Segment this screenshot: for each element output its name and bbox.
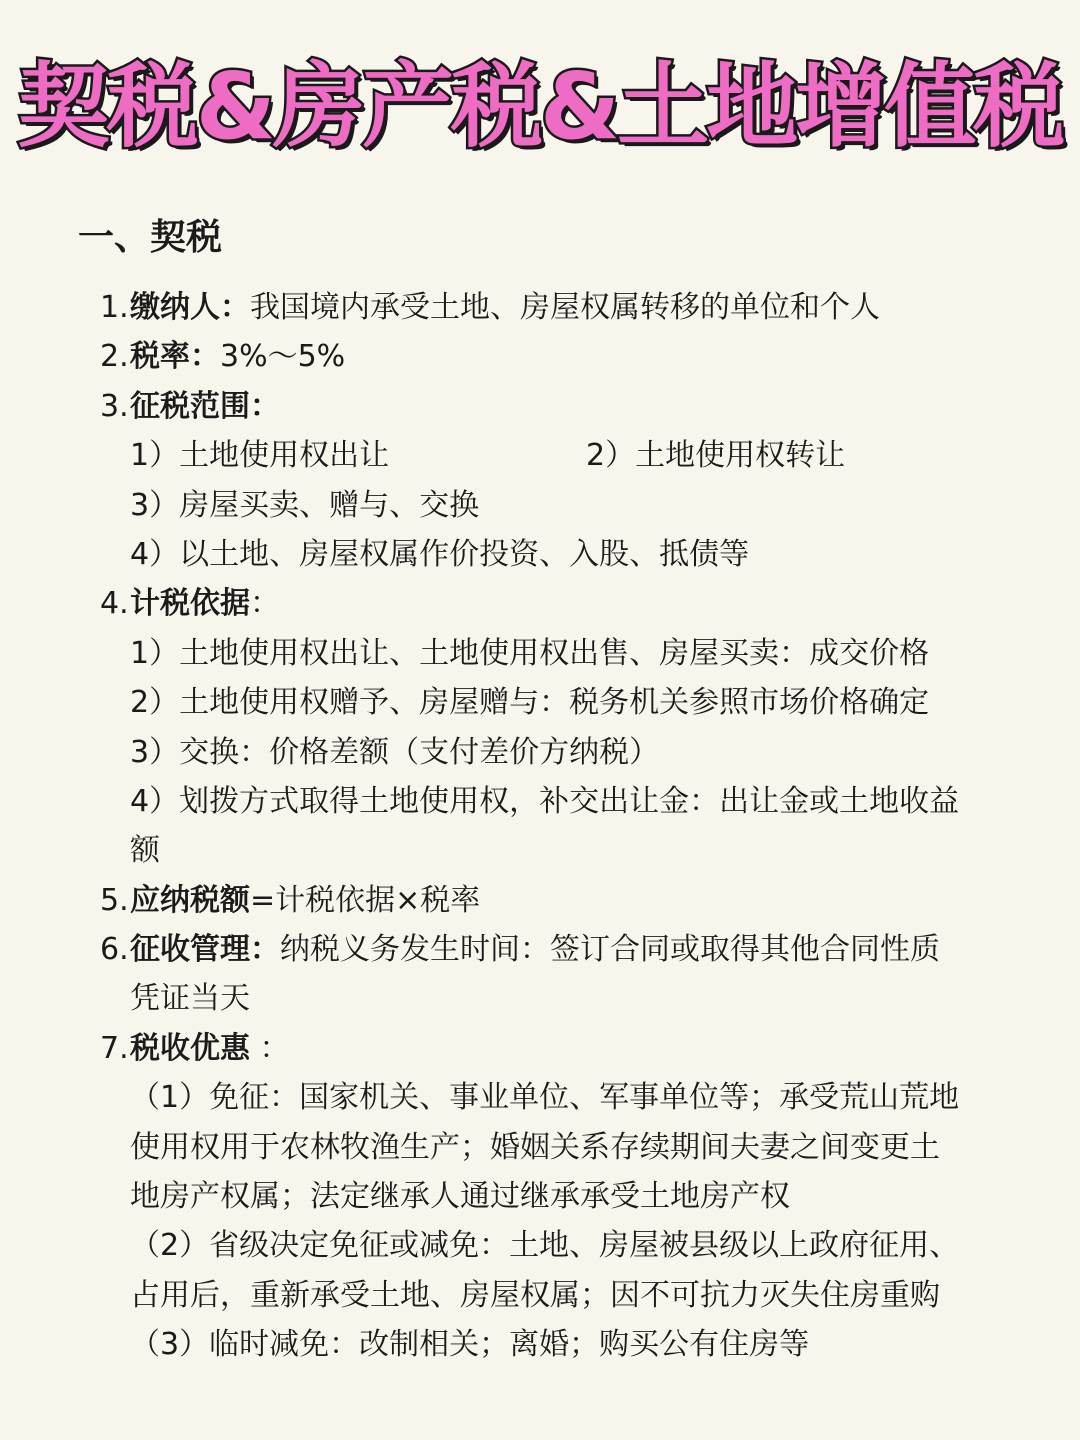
item-number: 4.	[100, 586, 129, 622]
list-item	[100, 629, 1000, 678]
item-label: 税率：	[130, 339, 220, 375]
paragraph-line	[100, 1073, 1000, 1122]
paragraph-text: （1）免征：国家机关、事业单位、军事单位等；承受荒山荒地	[130, 1080, 960, 1116]
item-tax-incentives	[100, 1024, 1000, 1073]
list-item	[100, 431, 1000, 480]
list-item	[100, 530, 1000, 579]
list-item	[100, 777, 1000, 826]
item-tax-rate	[100, 332, 1000, 381]
item-label: 税收优惠	[130, 1030, 250, 1066]
item-text-continuation	[100, 974, 1000, 1023]
sub-item-text: 4）以土地、房屋权属作价投资、入股、抵债等	[130, 536, 750, 572]
item-number: 2.	[100, 339, 129, 375]
item-tax-payable	[100, 876, 1000, 925]
item-label-colon: ：	[250, 586, 280, 622]
item-label: 计税依据	[130, 586, 250, 622]
sub-item-text: 1）土地使用权出让、土地使用权出售、房屋买卖：成交价格	[130, 635, 930, 671]
item-label: 应纳税额	[130, 882, 250, 918]
sub-item-text: 2）土地使用权赠予、房屋赠与：税务机关参照市场价格确定	[130, 685, 930, 721]
item-text: =计税依据×税率	[250, 882, 481, 918]
list-item	[100, 728, 1000, 777]
sub-item-text: 1）土地使用权出让	[130, 438, 390, 474]
paragraph-line	[100, 1271, 1000, 1320]
item-tax-basis	[100, 579, 1000, 628]
paragraph-text: 使用权用于农林牧渔生产；婚姻关系存续期间夫妻之间变更土	[130, 1129, 940, 1165]
paragraph-text: 占用后，重新承受土地、房屋权属；因不可抗力灭失住房重购	[130, 1277, 940, 1313]
paragraph-line	[100, 1172, 1000, 1221]
item-label: 征税范围：	[130, 388, 280, 424]
item-taxpayer	[100, 283, 1000, 332]
sub-item-text: 4）划拨方式取得土地使用权，补交出让金：出让金或土地收益	[130, 783, 960, 819]
paragraph-text: （2）省级决定免征或减免：土地、房屋被县级以上政府征用、	[130, 1228, 960, 1264]
item-number: 5.	[100, 882, 129, 918]
item-number: 3.	[100, 388, 129, 424]
item-text: 3%～5%	[220, 339, 346, 375]
list-item-continuation	[100, 826, 1000, 875]
sub-item-text: 3）交换：价格差额（支付差价方纳税）	[130, 734, 660, 770]
paragraph-line	[100, 1123, 1000, 1172]
item-label-colon: ：	[250, 1030, 290, 1066]
paragraph-text: 地房产权属；法定继承人通过继承承受土地房产权	[130, 1179, 790, 1215]
item-text: 纳税义务发生时间：签订合同或取得其他合同性质	[280, 932, 940, 968]
list-item	[100, 678, 1000, 727]
item-number: 7.	[100, 1030, 129, 1066]
item-text: 我国境内承受土地、房屋权属转移的单位和个人	[250, 290, 880, 325]
section-content	[100, 283, 1000, 1370]
section-heading: 一、契税	[78, 217, 223, 258]
paragraph-text: （3）临时减免：改制相关；离婚；购买公有住房等	[130, 1327, 810, 1363]
item-text: 凭证当天	[130, 981, 250, 1017]
sub-item-text: 2）土地使用权转让	[586, 438, 846, 474]
page-title: 契税&房产税&土地增值税	[17, 53, 1063, 160]
item-collection-management	[100, 925, 1000, 974]
item-number: 1.	[100, 290, 129, 325]
sub-item-text: 额	[130, 833, 160, 869]
paragraph-line	[100, 1221, 1000, 1270]
sub-item-text: 3）房屋买卖、赠与、交换	[130, 487, 480, 523]
list-item	[100, 481, 1000, 530]
item-tax-scope	[100, 382, 1000, 431]
item-number: 6.	[100, 932, 129, 968]
paragraph-line	[100, 1320, 1000, 1369]
item-label: 征收管理：	[130, 932, 280, 968]
item-label: 缴纳人：	[130, 290, 250, 325]
